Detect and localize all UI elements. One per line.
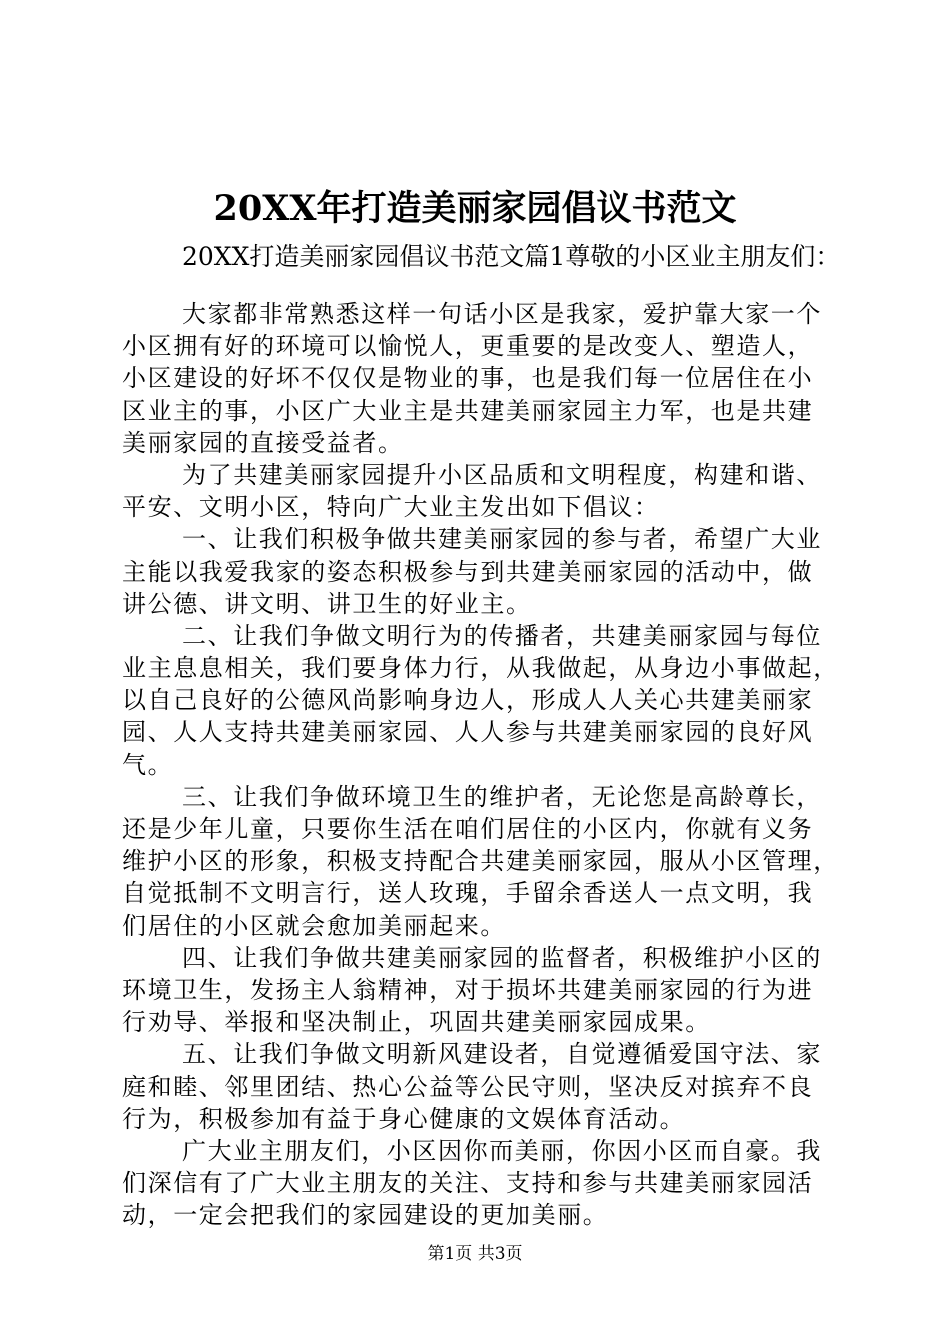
body-line: 自觉抵制不文明言行，送人玫瑰，手留余香送人一点文明，我 [122, 879, 814, 908]
body-line: 们居住的小区就会愈加美丽起来。 [122, 911, 506, 940]
body-line: 以自己良好的公德风尚影响身边人，形成人人关心共建美丽家 [122, 686, 814, 715]
body-line: 五、让我们争做文明新风建设者，自觉遵循爱国守法、家 [182, 1040, 822, 1069]
body-line: 一、让我们积极争做共建美丽家园的参与者，希望广大业 [182, 525, 822, 554]
body-line: 主能以我爱我家的姿态积极参与到共建美丽家园的活动中，做 [122, 557, 814, 586]
body-line: 维护小区的形象，积极支持配合共建美丽家园，服从小区管理， [122, 847, 839, 876]
body-line: 庭和睦、邻里团结、热心公益等公民守则，坚决反对摈弃不良 [122, 1072, 814, 1101]
body-line: 行劝导、举报和坚决制止，巩固共建美丽家园成果。 [122, 1008, 711, 1037]
document-intro: 20XX打造美丽家园倡议书范文篇1尊敬的小区业主朋友们： [182, 242, 841, 271]
body-line: 二、让我们争做文明行为的传播者，共建美丽家园与每位 [182, 621, 822, 650]
body-line: 广大业主朋友们，小区因你而美丽，你因小区而自豪。我 [182, 1136, 822, 1165]
document-title: 20XX年打造美丽家园倡议书范文 [213, 188, 737, 229]
body-line: 四、让我们争做共建美丽家园的监督者，积极维护小区的 [182, 943, 822, 972]
body-line: 小区拥有好的环境可以愉悦人，更重要的是改变人、塑造人， [122, 332, 814, 361]
body-line: 们深信有了广大业主朋友的关注、支持和参与共建美丽家园活 [122, 1169, 814, 1198]
page-footer: 第1页 共3页 [427, 1244, 523, 1264]
body-line: 三、让我们争做环境卫生的维护者，无论您是高龄尊长， [182, 782, 822, 811]
body-line: 为了共建美丽家园提升小区品质和文明程度，构建和谐、 [182, 460, 822, 489]
body-line: 园、人人支持共建美丽家园、人人参与共建美丽家园的良好风 [122, 718, 814, 747]
body-line: 环境卫生，发扬主人翁精神，对于损坏共建美丽家园的行为进 [122, 975, 814, 1004]
body-line: 动，一定会把我们的家园建设的更加美丽。 [122, 1201, 609, 1230]
body-line: 平安、文明小区，特向广大业主发出如下倡议： [122, 493, 660, 522]
body-line: 区业主的事，小区广大业主是共建美丽家园主力军，也是共建 [122, 396, 814, 425]
body-line: 美丽家园的直接受益者。 [122, 428, 404, 457]
body-line: 大家都非常熟悉这样一句话小区是我家，爱护靠大家一个 [182, 300, 822, 328]
body-line: 气。 [122, 750, 174, 779]
body-line: 行为，积极参加有益于身心健康的文娱体育活动。 [122, 1104, 686, 1133]
body-line: 讲公德、讲文明、讲卫生的好业主。 [122, 589, 532, 618]
body-line: 小区建设的好坏不仅仅是物业的事，也是我们每一位居住在小 [122, 364, 814, 393]
body-line: 业主息息相关，我们要身体力行，从我做起，从身边小事做起， [122, 654, 839, 683]
document-body [122, 298, 839, 1231]
body-line: 还是少年儿童，只要你生活在咱们居住的小区内，你就有义务 [122, 815, 814, 843]
